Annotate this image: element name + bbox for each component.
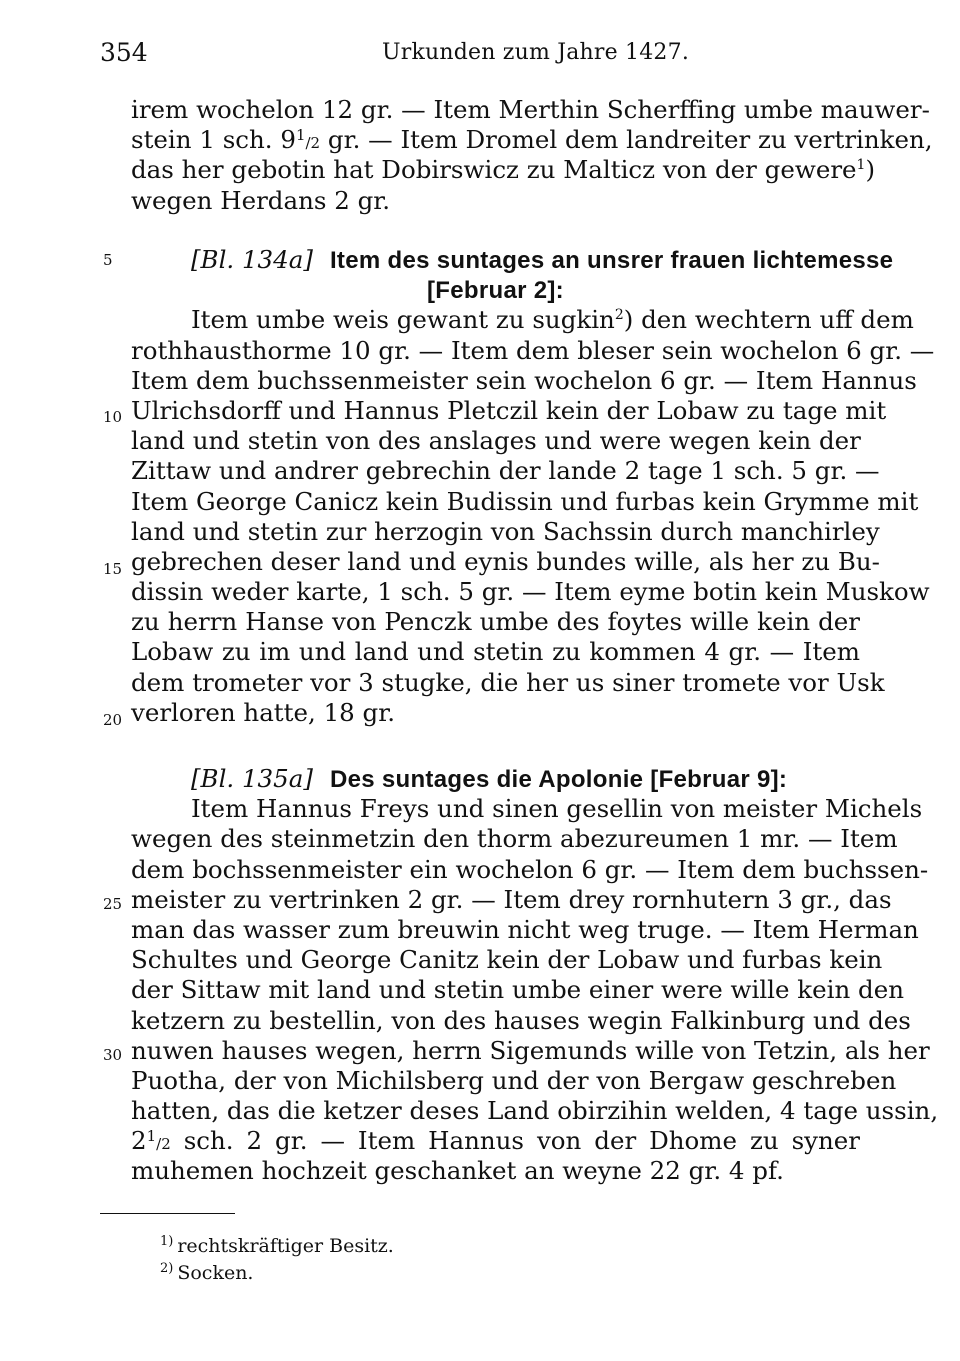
text-line: irem wochelon 12 gr. — Item Merthin Scherffing umbe mauwer- [131, 95, 930, 124]
entry-section-bl-134a [131, 245, 935, 728]
running-head: Urkunden zum Jahre 1427. [382, 40, 690, 65]
text-line: dem bochssenmeister ein wochelon 6 gr. — Item dem buchssen- [131, 854, 929, 884]
text-line: wegen Herdans 2 gr. [131, 185, 391, 215]
text-line: $2^1/2$ sch. 2 gr. — Item Hannus von der Dhome zu syner [131, 1126, 860, 1156]
text-line: Item Hannus Freys und sinen gesellin von meister Michels [191, 794, 923, 824]
text-line: rothhausthorme 10 gr. — Item dem bleser sein wochelon 6 gr. — [131, 335, 935, 365]
section-heading [131, 245, 894, 275]
footnote-text: rechtskräftiger Besitz. [177, 1235, 394, 1257]
text-line: das her gebotin hat Dobirswicz zu Malticz von der gewere$^1$) [131, 155, 876, 185]
text-line: Item George Canicz kein Budissin und furbas kein Grymme mit [131, 486, 919, 516]
text-line: Puotha, der von Michilsberg und der von Bergaw geschreben [131, 1065, 897, 1095]
footnote-marker: 1 [856, 157, 866, 174]
margin-line-number: 15 [103, 560, 123, 578]
text-line: dissin weder karte, 1 sch. 5 gr. — Item eyme botin kein Muskow [131, 577, 930, 607]
footnote-text: Socken. [177, 1262, 254, 1284]
text-line: ketzern zu bestellin, von des hauses wegin Falkinburg und des [131, 1005, 911, 1035]
text-line: meister zu vertrinken 2 gr. — Item drey rornhutern 3 gr., das [131, 884, 892, 914]
text-line: Lobaw zu im und land und stetin zu kommen 4 gr. — Item [131, 637, 860, 667]
page-header [100, 38, 860, 72]
section-title: Item des suntages an unsrer frauen lichtemesse [329, 247, 894, 274]
text-line: der Sittaw mit land und stetin umbe einer were wille kein den [131, 975, 904, 1005]
margin-line-number: 25 [103, 895, 123, 913]
folio-reference: [Bl. 134a] [191, 245, 313, 274]
section-date: [Februar 2]: [427, 277, 564, 305]
footnote-marker: 2 [614, 307, 624, 324]
text-line: Schultes und George Canitz kein der Lobaw und furbas kein [131, 945, 883, 975]
footnote [160, 1260, 394, 1287]
text-line: hatten, das die ketzer deses Land obirzihin welden, 4 tage ussin, [131, 1096, 939, 1126]
section-heading [131, 764, 860, 794]
text-line: stein 1 sch. $9^1/2$ gr. — Item Dromel dem landreiter zu vertrinken, [131, 125, 933, 155]
page-number: 354 [100, 38, 148, 67]
footnote-divider [100, 1213, 235, 1214]
text-line: wegen des steinmetzin den thorm abezureumen 1 mr. — Item [131, 824, 898, 854]
text-line: man das wasser zum breuwin nicht weg truge. — Item Herman [131, 914, 919, 944]
margin-line-number: 30 [103, 1046, 123, 1064]
text-line: zu herrn Hanse von Penczk umbe des foytes wille kein der [131, 607, 860, 637]
margin-line-number: 20 [103, 711, 123, 729]
text-line: Item umbe weis gewant zu sugkin$^2$) den wechtern uff dem [191, 305, 914, 335]
footnote [160, 1233, 394, 1260]
text-line: verloren hatte, 18 gr. [131, 697, 396, 727]
footnote-marker: 2) [160, 1261, 174, 1276]
footnotes [160, 1233, 394, 1287]
footnote-marker: 1) [160, 1234, 174, 1249]
margin-line-number: 5 [103, 251, 113, 269]
text-line: Zittaw und andrer gebrechin der lande 2 tage 1 sch. 5 gr. — [131, 456, 880, 486]
text-line: dem trometer vor 3 stugke, die her us siner tromete vor Usk [131, 667, 885, 697]
text-line: gebrechen deser land und eynis bundes wille, als her zu Bu- [131, 546, 880, 576]
text-line: muhemen hochzeit geschanket an weyne 22 gr. 4 pf. [131, 1156, 784, 1186]
entry-section-bl-135a [131, 764, 939, 1187]
margin-line-number: 10 [103, 408, 123, 426]
text-line: nuwen hauses wegen, herrn Sigemunds wille von Tetzin, als her [131, 1035, 930, 1065]
section-title: Des suntages die Apolonie [Februar 9]: [329, 766, 788, 793]
text-line: land und stetin zur herzogin von Sachssin durch manchirley [131, 516, 880, 546]
continuation-paragraph [131, 95, 933, 216]
text-line: Ulrichsdorff und Hannus Pletczil kein der Lobaw zu tage mit [131, 395, 887, 425]
text-line: Item dem buchssenmeister sein wochelon 6 gr. — Item Hannus [131, 365, 917, 395]
folio-reference: [Bl. 135a] [191, 764, 313, 793]
text-line: land und stetin von des anslages und were wegen kein der [131, 426, 861, 456]
